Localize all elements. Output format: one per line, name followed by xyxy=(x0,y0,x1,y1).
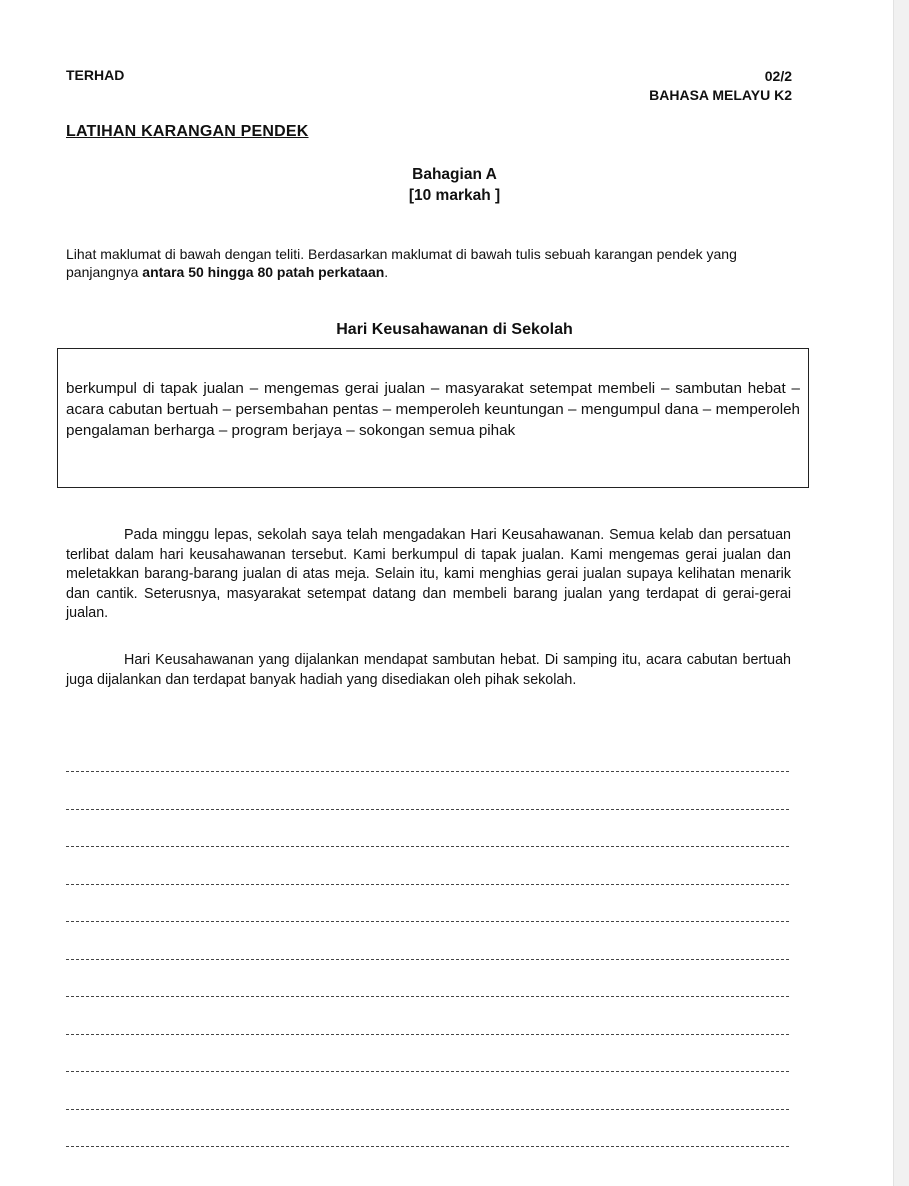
answer-line xyxy=(66,1034,789,1035)
page-title: LATIHAN KARANGAN PENDEK xyxy=(66,123,309,140)
classification-label: TERHAD xyxy=(66,67,125,83)
section-marks: [10 markah ] xyxy=(408,187,501,204)
subject-name: BAHASA MELAYU K2 xyxy=(649,87,792,103)
answer-line xyxy=(66,884,789,885)
section-name: Bahagian A xyxy=(412,166,497,183)
answer-line xyxy=(66,846,789,847)
instructions-word-count: antara 50 hingga 80 patah perkataan xyxy=(142,264,385,280)
instructions-text: Lihat maklumat di bawah dengan teliti. Berdasarkan maklumat di bawah tulis sebuah karangan pendek yang panjangnya xyxy=(66,246,737,280)
instructions xyxy=(66,245,766,281)
essay-paragraph-2: Hari Keusahawanan yang dijalankan mendapat sambutan hebat. Di samping itu, acara cabutan bertuah juga dijalankan dan terdapat banyak hadiah yang disediakan oleh pihak sekolah. xyxy=(66,652,791,688)
essay-paragraph-1: Pada minggu lepas, sekolah saya telah mengadakan Hari Keusahawanan. Semua kelab dan persatuan terlibat dalam hari keusahawanan tersebut. Kami berkumpul di tapak jualan. Kami mengemas gerai jualan dan meletakkan barang-barang jualan di atas meja. Selain itu, kami menghias gerai jualan supaya kelihatan menarik dan cantik. Seterusnya, masyarakat setempat datang dan membeli barang jualan yang terdapat di gerai-gerai jualan. xyxy=(66,527,791,621)
writing-lines xyxy=(66,771,789,1184)
answer-line xyxy=(66,996,789,997)
answer-line xyxy=(66,959,789,960)
answer-line xyxy=(66,921,789,922)
answer-line xyxy=(66,1146,789,1147)
answer-line xyxy=(66,1109,789,1110)
essay-title: Hari Keusahawanan di Sekolah xyxy=(336,321,573,338)
answer-line xyxy=(66,1071,789,1072)
answer-line xyxy=(66,771,789,772)
paper-code-block xyxy=(649,67,792,105)
instructions-end: . xyxy=(384,264,389,280)
paper-code: 02/2 xyxy=(764,68,792,84)
answer-line xyxy=(66,809,789,810)
keywords-text: berkumpul di tapak jualan – mengemas gerai jualan – masyarakat setempat membeli – sambutan hebat – acara cabutan bertuah – persembahan pentas – memperoleh keuntungan – mengumpul dana – memperoleh pengalaman berharga – program berjaya – sokongan semua pihak xyxy=(66,380,800,439)
section-header xyxy=(0,164,909,206)
